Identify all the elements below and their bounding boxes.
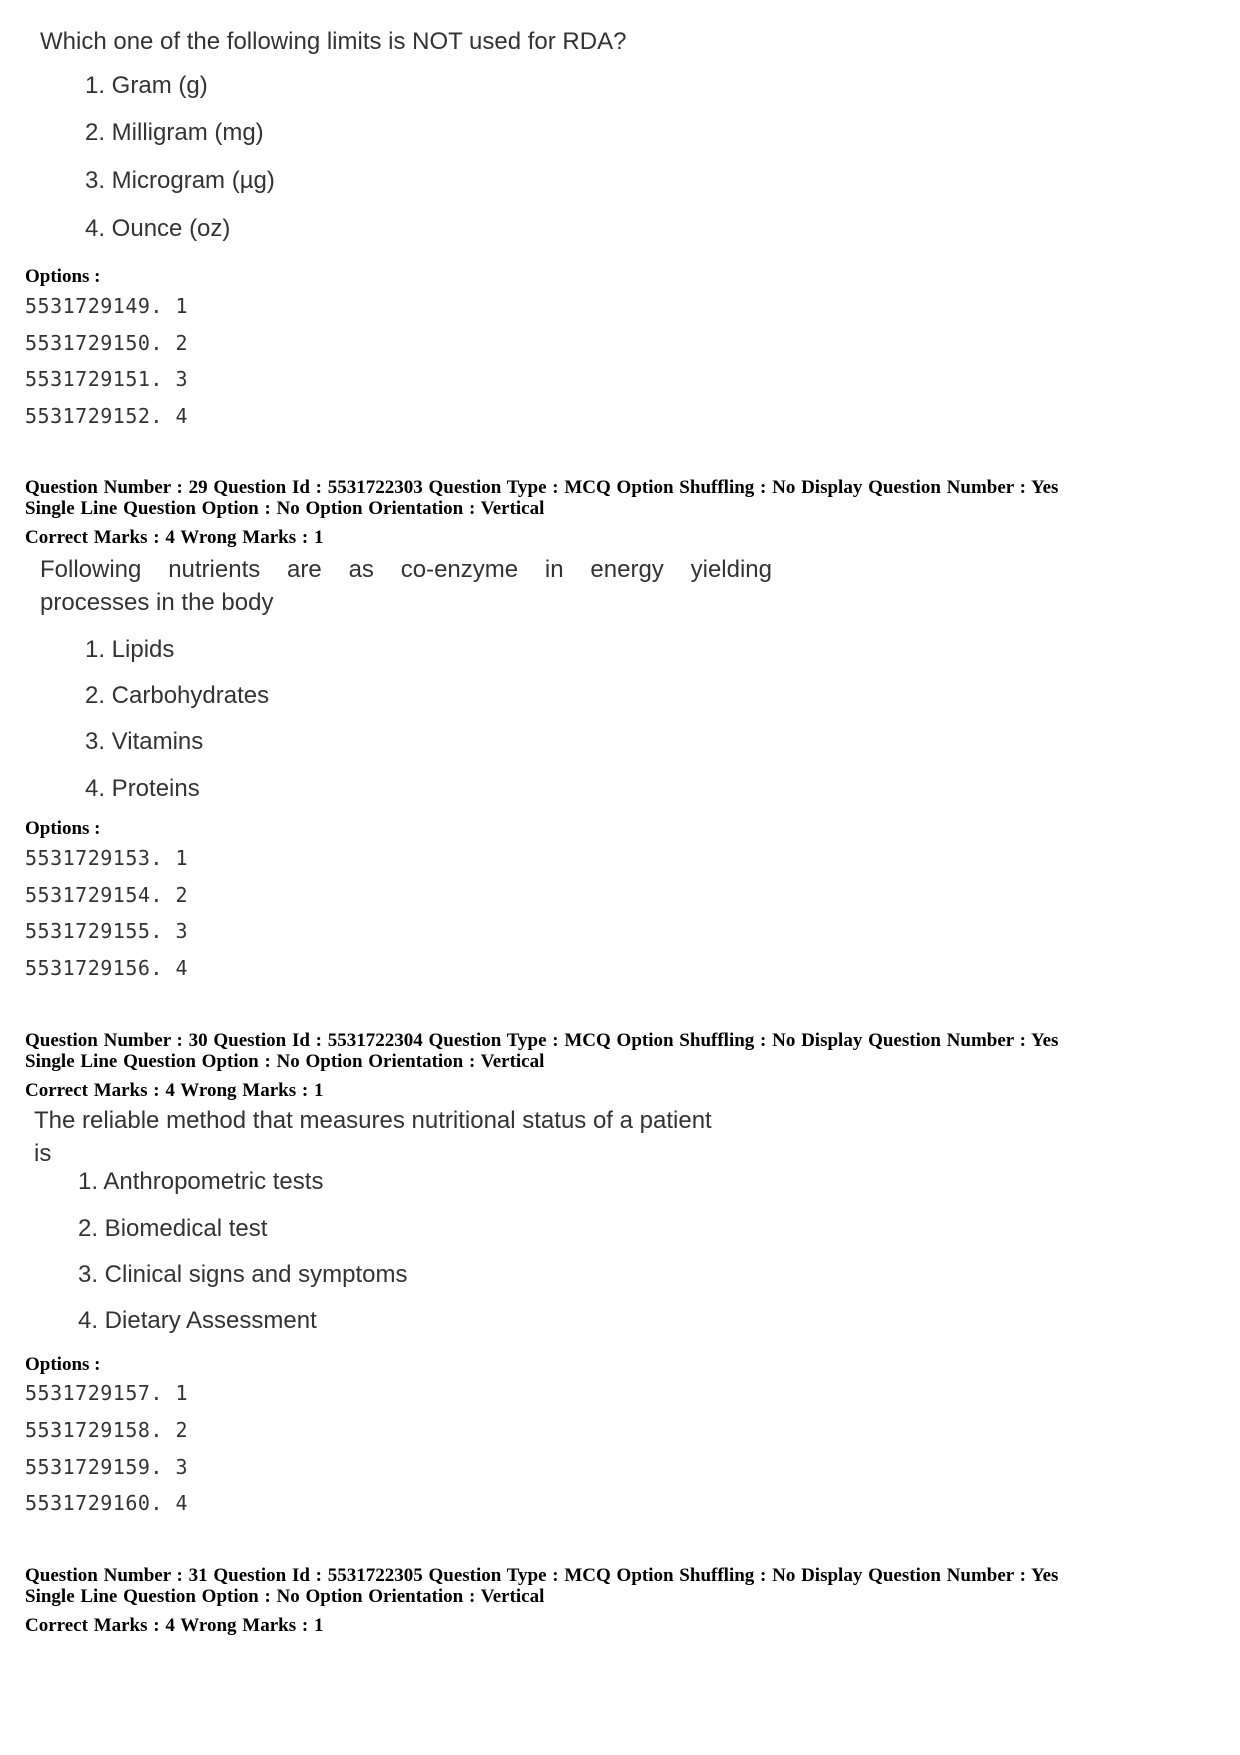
option-id: 5531729151. 3 — [25, 367, 189, 391]
option-id: 5531729150. 2 — [25, 331, 189, 355]
options-label: Options : — [25, 1354, 101, 1375]
question-meta: Question Number : 29 Question Id : 5531722303 Question Type : MCQ Option Shuffling : No Display Question Number : Yes — [25, 477, 1059, 498]
option-id: 5531729157. 1 — [25, 1381, 189, 1405]
option-id: 5531729153. 1 — [25, 846, 189, 870]
question-meta-line2: Single Line Question Option : No Option Orientation : Vertical — [25, 498, 545, 519]
question-meta: Question Number : 30 Question Id : 5531722304 Question Type : MCQ Option Shuffling : No Display Question Number : Yes — [25, 1030, 1059, 1051]
question-meta-line2: Single Line Question Option : No Option Orientation : Vertical — [25, 1051, 545, 1072]
option-id: 5531729155. 3 — [25, 919, 189, 943]
question-stem-cont: is — [34, 1140, 52, 1167]
option-id: 5531729152. 4 — [25, 404, 189, 428]
answer-choice: 2. Biomedical test — [78, 1215, 268, 1242]
question-marks: Correct Marks : 4 Wrong Marks : 1 — [25, 527, 324, 548]
option-id: 5531729159. 3 — [25, 1455, 189, 1479]
answer-choice: 2. Milligram (mg) — [85, 119, 264, 146]
answer-choice: 2. Carbohydrates — [85, 682, 270, 709]
answer-choice: 4. Ounce (oz) — [85, 215, 231, 242]
answer-choice: 4. Proteins — [85, 775, 200, 802]
option-id: 5531729160. 4 — [25, 1491, 189, 1515]
answer-choice: 1. Anthropometric tests — [78, 1168, 324, 1195]
answer-choice: 3. Clinical signs and symptoms — [78, 1261, 408, 1288]
question-meta: Question Number : 31 Question Id : 5531722305 Question Type : MCQ Option Shuffling : No Display Question Number : Yes — [25, 1565, 1059, 1586]
option-id: 5531729158. 2 — [25, 1418, 189, 1442]
answer-choice: 1. Gram (g) — [85, 72, 208, 99]
option-id: 5531729156. 4 — [25, 956, 189, 980]
answer-choice: 1. Lipids — [85, 636, 175, 663]
question-stem: Which one of the following limits is NOT used for RDA? — [40, 28, 627, 55]
question-stem: The reliable method that measures nutritional status of a patient — [34, 1107, 712, 1134]
option-id: 5531729154. 2 — [25, 883, 189, 907]
answer-choice: 3. Microgram (µg) — [85, 167, 275, 194]
answer-choice: 3. Vitamins — [85, 728, 204, 755]
option-id: 5531729149. 1 — [25, 294, 189, 318]
question-stem: Following nutrients are as co-enzyme in energy yielding — [40, 556, 772, 583]
question-marks: Correct Marks : 4 Wrong Marks : 1 — [25, 1615, 324, 1636]
options-label: Options : — [25, 818, 101, 839]
options-label: Options : — [25, 266, 101, 287]
answer-choice: 4. Dietary Assessment — [78, 1307, 317, 1334]
question-marks: Correct Marks : 4 Wrong Marks : 1 — [25, 1080, 324, 1101]
question-meta-line2: Single Line Question Option : No Option Orientation : Vertical — [25, 1586, 545, 1607]
question-stem-cont: processes in the body — [40, 589, 274, 616]
